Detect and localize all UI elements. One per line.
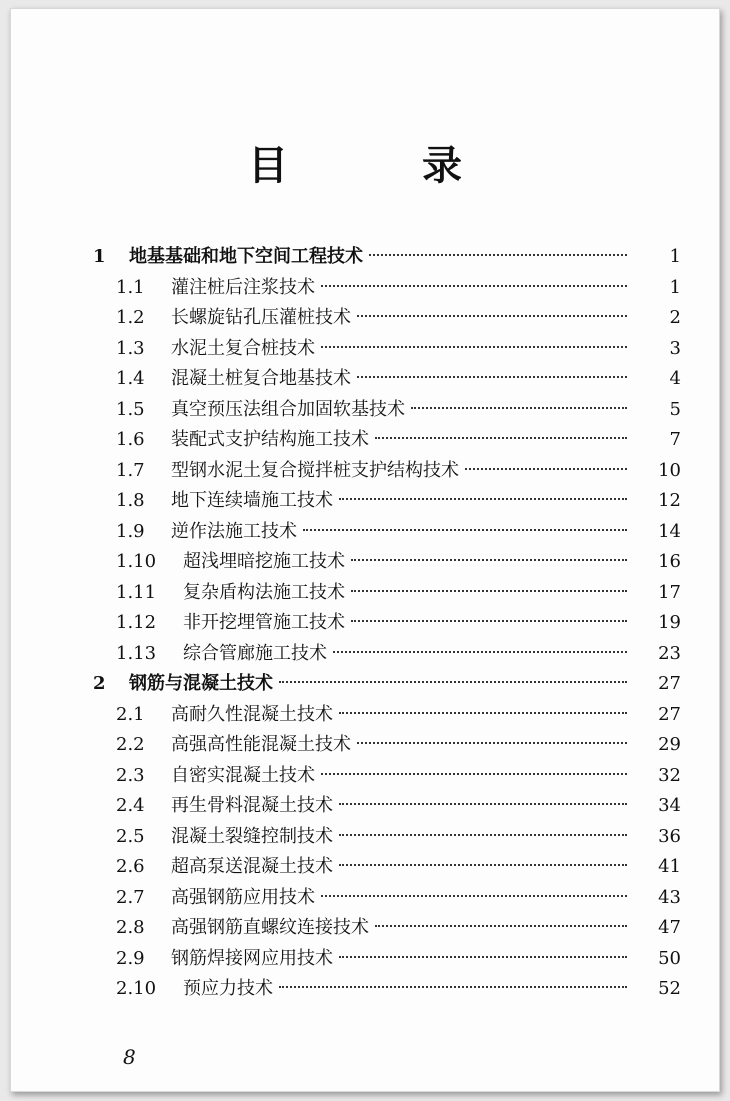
footer-page-number: 8 <box>123 1045 136 1069</box>
toc-entry-title-line <box>129 669 633 699</box>
leader-dots <box>357 742 627 744</box>
toc-entry-page: 3 <box>669 337 681 359</box>
toc-section-row <box>11 913 719 943</box>
toc-entry-page: 1 <box>669 276 681 298</box>
toc-entry-title-line <box>171 395 633 425</box>
toc-entry-page: 4 <box>669 368 681 389</box>
toc-entry-number: 1.8 <box>116 490 145 511</box>
toc-entry-title: 混凝土桩复合地基技术 <box>171 368 351 389</box>
toc-entry-number: 2.8 <box>116 917 145 938</box>
toc-entry-page: 5 <box>669 398 681 420</box>
toc-entry-page: 47 <box>658 917 681 938</box>
toc-section-row <box>11 791 719 821</box>
toc-entry-page: 50 <box>658 947 681 969</box>
toc-entry-title-line <box>129 242 633 272</box>
toc-entry-page: 27 <box>658 673 681 694</box>
toc-entry-number: 2.7 <box>116 886 145 908</box>
leader-dots <box>357 376 627 378</box>
toc-section-row <box>11 822 719 852</box>
toc-section-row <box>11 425 719 455</box>
toc-entry-title-line <box>171 730 633 760</box>
toc-section-row <box>11 578 719 608</box>
leader-dots <box>321 895 627 897</box>
toc-section-row <box>11 273 719 303</box>
toc-entry-title: 逆作法施工技术 <box>171 520 297 542</box>
leader-dots <box>279 986 627 988</box>
toc-entry-title: 水泥土复合桩技术 <box>171 337 315 359</box>
toc-entry-title-line <box>171 425 633 455</box>
toc-entry-number: 2.2 <box>116 734 145 755</box>
toc-entry-number: 1.4 <box>116 368 145 389</box>
toc-entry-number: 2.4 <box>116 795 145 816</box>
toc-entry-page: 34 <box>658 795 681 816</box>
toc-section-row <box>11 395 719 425</box>
toc-entry-number: 1.9 <box>116 520 145 542</box>
toc-section-row <box>11 974 719 1004</box>
toc-entry-number: 1.12 <box>116 612 157 633</box>
leader-dots <box>333 651 627 653</box>
toc-entry-page: 10 <box>658 459 681 481</box>
leader-dots <box>303 529 627 531</box>
toc-entry-page: 23 <box>658 642 681 664</box>
toc-entry-number: 1.6 <box>116 429 145 450</box>
toc-entry-number: 2 <box>93 673 106 694</box>
toc-entry-number: 1.11 <box>116 581 157 603</box>
toc-entry-title: 地基基础和地下空间工程技术 <box>129 246 363 267</box>
toc-entry-title: 复杂盾构法施工技术 <box>183 581 345 603</box>
toc-section-row <box>11 761 719 791</box>
toc-entry-title-line <box>183 578 633 608</box>
toc-entry-page: 7 <box>669 429 681 450</box>
toc-entry-page: 32 <box>658 764 681 786</box>
toc-entry-page: 1 <box>669 246 681 267</box>
leader-dots <box>357 315 627 317</box>
toc-entry-title: 长螺旋钻孔压灌桩技术 <box>171 307 351 328</box>
toc-entry-page: 52 <box>658 978 681 999</box>
toc-entry-title-line <box>183 639 633 669</box>
toc-entry-title: 非开挖埋管施工技术 <box>183 612 345 633</box>
leader-dots <box>339 834 627 836</box>
leader-dots <box>339 864 627 866</box>
toc-entry-page: 2 <box>669 307 681 328</box>
toc-entry-title-line <box>171 791 633 821</box>
leader-dots <box>339 498 627 500</box>
leader-dots <box>351 620 627 622</box>
toc-entry-page: 12 <box>658 490 681 511</box>
toc-entry-title: 真空预压法组合加固软基技术 <box>171 398 405 420</box>
toc-entry-page: 29 <box>658 734 681 755</box>
toc-entry-title: 钢筋与混凝土技术 <box>129 673 273 694</box>
leader-dots <box>321 773 627 775</box>
toc-entry-number: 1.7 <box>116 459 145 481</box>
toc-entry-title-line <box>183 974 633 1004</box>
leader-dots <box>351 559 627 561</box>
toc-entry-title-line <box>171 364 633 394</box>
leader-dots <box>369 254 627 256</box>
toc-entry-title-line <box>171 303 633 333</box>
toc-section-row <box>11 608 719 638</box>
toc-entry-title: 灌注桩后注浆技术 <box>171 276 315 298</box>
toc-section-row <box>11 456 719 486</box>
toc-section-row <box>11 639 719 669</box>
toc-section-row <box>11 852 719 882</box>
toc-entry-title: 超高泵送混凝土技术 <box>171 856 333 877</box>
toc-section-row <box>11 486 719 516</box>
leader-dots <box>339 803 627 805</box>
toc-entry-page: 16 <box>658 551 681 572</box>
toc-entry-title-line <box>171 883 633 913</box>
toc-entry-number: 2.5 <box>116 825 145 847</box>
toc-section-row <box>11 517 719 547</box>
toc-entry-number: 2.1 <box>116 703 145 725</box>
toc-entry-title-line <box>183 608 633 638</box>
toc-entry-number: 2.9 <box>116 947 145 969</box>
leader-dots <box>411 407 627 409</box>
toc-entry-title-line <box>171 334 633 364</box>
toc-section-row <box>11 547 719 577</box>
toc-entry-title-line <box>171 822 633 852</box>
toc-entry-number: 1.13 <box>116 642 157 664</box>
toc-entry-title: 高强钢筋应用技术 <box>171 886 315 908</box>
toc-section-row <box>11 944 719 974</box>
toc-entry-number: 1.5 <box>116 398 145 420</box>
toc-section-row <box>11 700 719 730</box>
toc-section-row <box>11 364 719 394</box>
toc-entry-number: 2.3 <box>116 764 145 786</box>
toc-entry-title-line <box>171 517 633 547</box>
leader-dots <box>339 956 627 958</box>
toc-entry-title: 综合管廊施工技术 <box>183 642 327 664</box>
toc-entry-page: 41 <box>658 856 681 877</box>
toc-entry-title-line <box>171 456 633 486</box>
book-page <box>10 8 720 1092</box>
leader-dots <box>279 681 627 683</box>
toc-entry-title: 装配式支护结构施工技术 <box>171 429 369 450</box>
leader-dots <box>351 590 627 592</box>
toc-entry-number: 1.3 <box>116 337 145 359</box>
toc-entry-number: 2.10 <box>116 978 157 999</box>
toc-entry-title: 混凝土裂缝控制技术 <box>171 825 333 847</box>
toc-entry-page: 14 <box>658 520 681 542</box>
toc-entry-title: 钢筋焊接网应用技术 <box>171 947 333 969</box>
toc-entry-page: 27 <box>658 703 681 725</box>
toc-entry-title: 型钢水泥土复合搅拌桩支护结构技术 <box>171 459 459 481</box>
toc-entry-title-line <box>171 273 633 303</box>
toc-entry-title-line <box>171 700 633 730</box>
page-title: 目 录 <box>248 142 522 189</box>
toc-section-row <box>11 303 719 333</box>
toc-section-row <box>11 883 719 913</box>
toc-chapter-row <box>11 669 719 699</box>
toc-entry-page: 19 <box>658 612 681 633</box>
toc-chapter-row <box>11 242 719 272</box>
toc-entry-number: 1.10 <box>116 551 157 572</box>
toc-entry-number: 1.1 <box>116 276 145 298</box>
toc-entry-title-line <box>171 944 633 974</box>
leader-dots <box>465 468 627 470</box>
toc-entry-title: 地下连续墙施工技术 <box>171 490 333 511</box>
toc-entry-title: 再生骨料混凝土技术 <box>171 795 333 816</box>
toc-entry-number: 2.6 <box>116 856 145 877</box>
toc-entry-title: 高强钢筋直螺纹连接技术 <box>171 917 369 938</box>
leader-dots <box>339 712 627 714</box>
leader-dots <box>321 285 627 287</box>
toc-entry-number: 1 <box>93 246 106 267</box>
toc-entry-title: 预应力技术 <box>183 978 273 999</box>
leader-dots <box>321 346 627 348</box>
toc-entry-title-line <box>183 547 633 577</box>
toc-entry-title: 高耐久性混凝土技术 <box>171 703 333 725</box>
leader-dots <box>375 925 627 927</box>
toc-entry-title: 超浅埋暗挖施工技术 <box>183 551 345 572</box>
toc-entry-title: 自密实混凝土技术 <box>171 764 315 786</box>
toc-entry-number: 1.2 <box>116 307 145 328</box>
toc-entry-page: 17 <box>658 581 681 603</box>
leader-dots <box>375 437 627 439</box>
toc-entry-title-line <box>171 852 633 882</box>
toc-entry-page: 43 <box>658 886 681 908</box>
toc-entry-page: 36 <box>658 825 681 847</box>
toc-entry-title-line <box>171 913 633 943</box>
toc-entry-title: 高强高性能混凝土技术 <box>171 734 351 755</box>
toc-section-row <box>11 730 719 760</box>
toc-entry-title-line <box>171 486 633 516</box>
toc-entry-title-line <box>171 761 633 791</box>
toc-section-row <box>11 334 719 364</box>
